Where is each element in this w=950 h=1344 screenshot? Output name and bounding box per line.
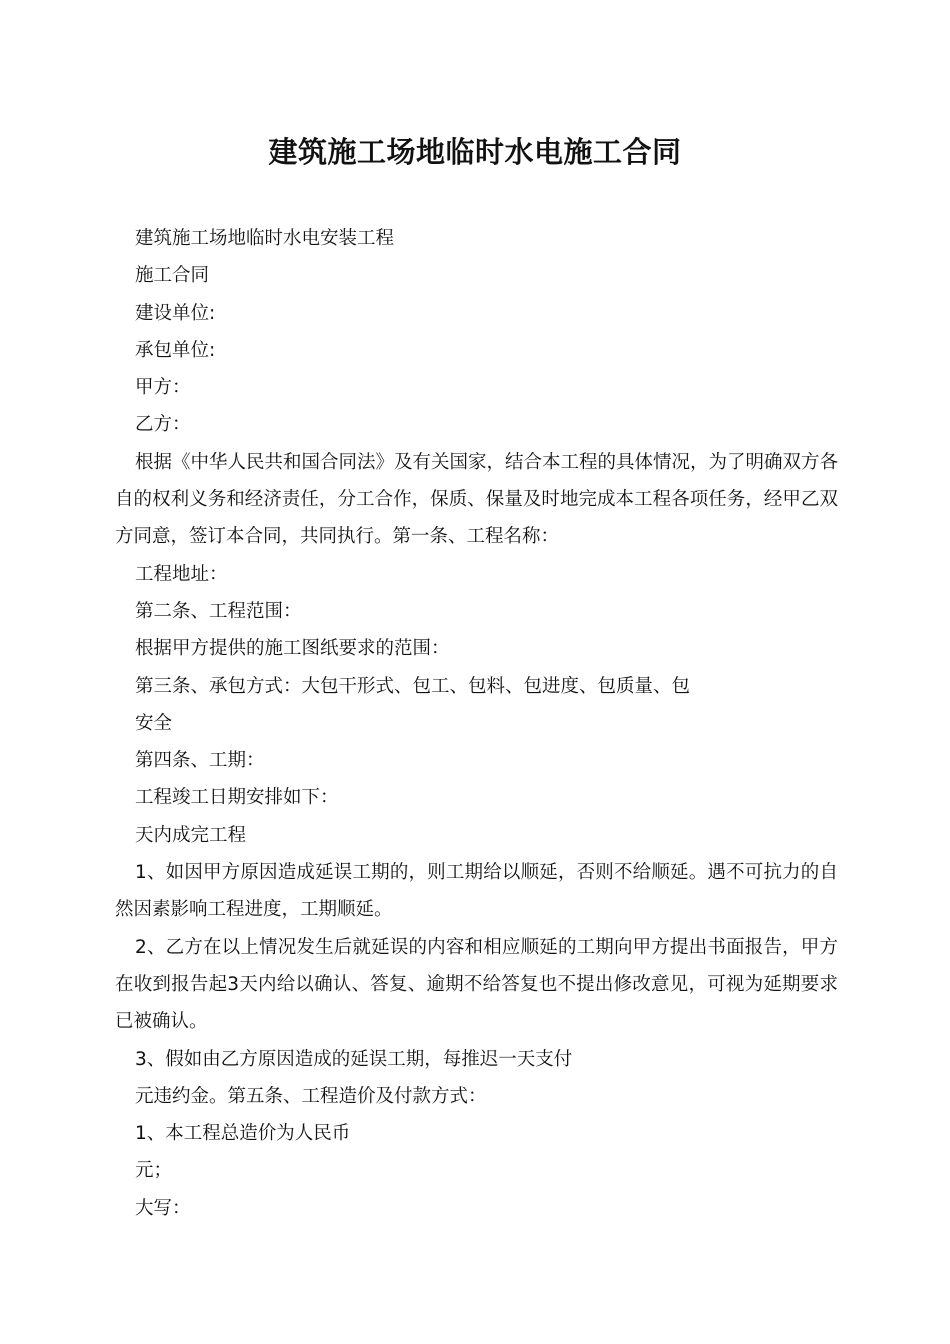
paragraph-clause-1: 1、如因甲方原因造成延误工期的，则工期给以顺延，否则不给顺延。遇不可抗力的自然因素影响工程进度，工期顺延。 bbox=[115, 862, 838, 921]
paragraph-amount-in-words: 大写： bbox=[135, 1197, 191, 1219]
paragraph-yuan: 元； bbox=[135, 1160, 173, 1182]
paragraph-owner-unit: 建设单位: bbox=[135, 302, 216, 324]
paragraph-clause-3: 3、假如由乙方原因造成的延误工期，每推迟一天支付 bbox=[135, 1048, 573, 1070]
paragraph-contractor-unit: 承包单位: bbox=[135, 339, 216, 361]
paragraph-article-5: 元违约金。第五条、工程造价及付款方式： bbox=[135, 1085, 487, 1107]
paragraph-completion-schedule: 工程竣工日期安排如下： bbox=[135, 787, 339, 809]
paragraph-contract-label: 施工合同 bbox=[135, 265, 210, 287]
paragraph-project-address: 工程地址： bbox=[135, 563, 228, 585]
paragraph-article-3: 第三条、承包方式：大包干形式、包工、包料、包进度、包质量、包 bbox=[135, 675, 691, 697]
document-body bbox=[115, 220, 838, 1227]
paragraph-total-price: 1、本工程总造价为人民币 bbox=[135, 1123, 351, 1145]
paragraph-party-a: 甲方： bbox=[135, 377, 191, 399]
paragraph-days-complete: 天内成完工程 bbox=[135, 824, 247, 846]
paragraph-preamble: 根据《中华人民共和国合同法》及有关国家，结合本工程的具体情况，为了明确双方各自的权利义务和经济责任，分工合作，保质、保量及时地完成本工程各项任务，经甲乙双方同意，签订本合同，共同执行。第一条、工程名称： bbox=[115, 451, 839, 548]
paragraph-safety: 安全 bbox=[135, 712, 173, 734]
paragraph-clause-2: 2、乙方在以上情况发生后就延误的内容和相应顺延的工期向甲方提出书面报告，甲方在收到报告起3天内给以确认、答复、逾期不给答复也不提出修改意见，可视为延期要求已被确认。 bbox=[115, 936, 838, 1033]
paragraph-project-name: 建筑施工场地临时水电安装工程 bbox=[135, 228, 395, 249]
paragraph-scope: 根据甲方提供的施工图纸要求的范围： bbox=[135, 638, 450, 660]
paragraph-article-2: 第二条、工程范围： bbox=[135, 600, 302, 622]
document-title: 建筑施工场地临时水电施工合同 bbox=[268, 135, 682, 169]
paragraph-party-b: 乙方： bbox=[135, 414, 191, 436]
paragraph-article-4: 第四条、工期： bbox=[135, 750, 265, 772]
